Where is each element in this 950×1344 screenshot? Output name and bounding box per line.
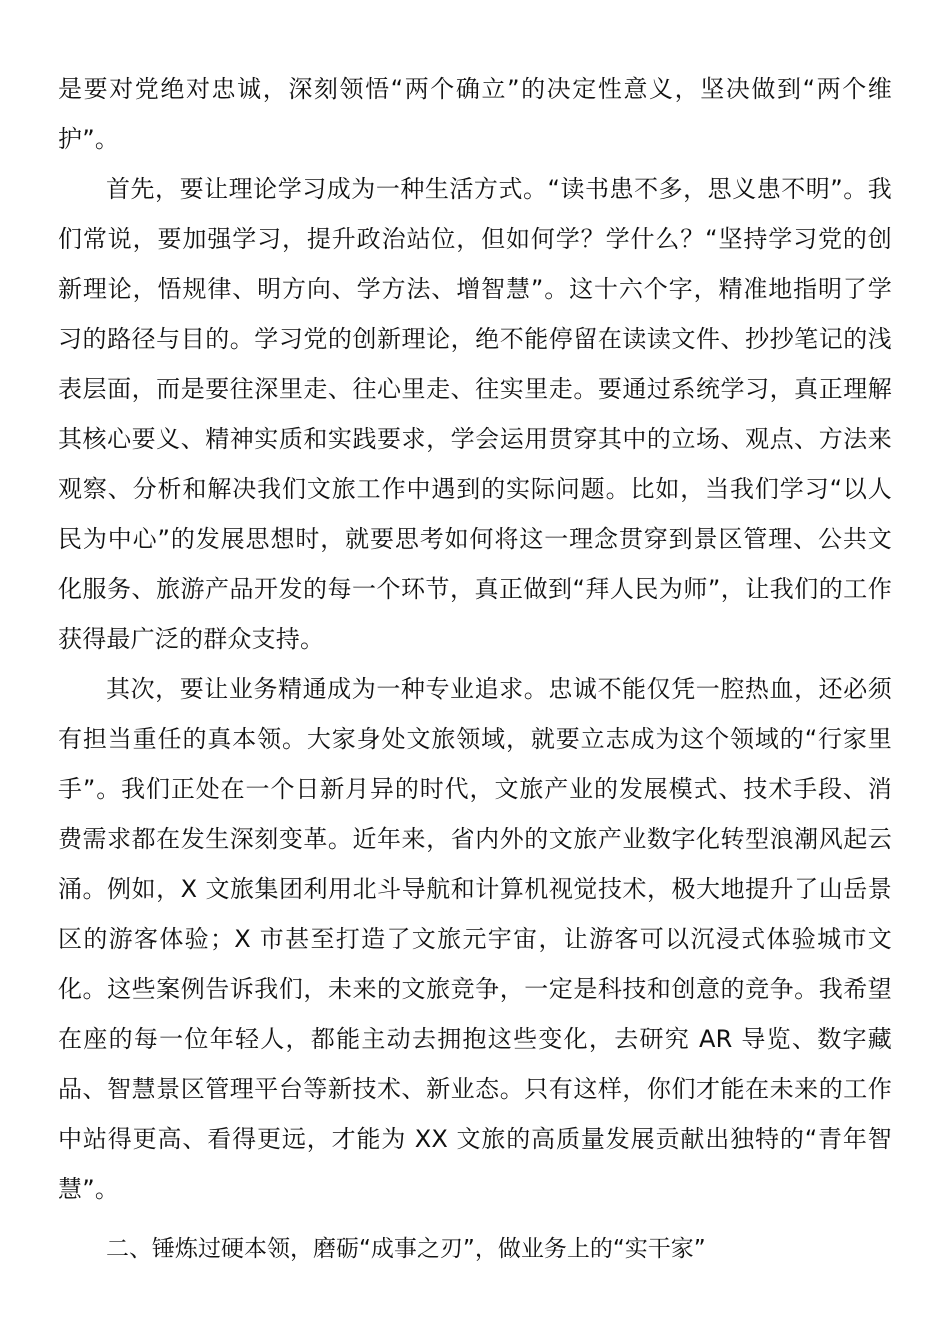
paragraph-theory-study: 首先，要让理论学习成为一种生活方式。“读书患不多，思义患不明”。我们常说，要加强学习，提升政治站位，但如何学？学什么？“坚持学习党的创新理论，悟规律、明方向、学方法、增智慧”。这十六个字，精准地指明了学习的路径与目的。学习党的创新理论，绝不能停留在读读文件、抄抄笔记的浅表层面，而是要往深里走、往心里走、往实里走。要通过系统学习，真正理解其核心要义、精神实质和实践要求，学会运用贯穿其中的立场、观点、方法来观察、分析和解决我们文旅工作中遇到的实际问题。比如，当我们学习“以人民为中心”的发展思想时，就要思考如何将这一理念贯穿到景区管理、公共文化服务、旅游产品开发的每一个环节，真正做到“拜人民为师”，让我们的工作获得最广泛的群众支持。 [58,175,892,653]
paragraph-professional-skill: 其次，要让业务精通成为一种专业追求。忠诚不能仅凭一腔热血，还必须有担当重任的真本领。大家身处文旅领域，就要立志成为这个领域的“行家里手”。我们正处在一个日新月异的时代，文旅产业的发展模式、技术手段、消费需求都在发生深刻变革。近年来，省内外的文旅产业数字化转型浪潮风起云涌。例如，X 文旅集团利用北斗导航和计算机视觉技术，极大地提升了山岳景区的游客体验；X 市甚至打造了文旅元宇宙，让游客可以沉浸式体验城市文化。这些案例告诉我们，未来的文旅竞争，一定是科技和创意的竞争。我希望在座的每一位年轻人，都能主动去拥抱这些变化，去研究 AR 导览、数字藏品、智慧景区管理平台等新技术、新业态。只有这样，你们才能在未来的工作中站得更高、看得更远，才能为 XX 文旅的高质量发展贡献出独特的“青年智慧”。 [58,675,892,1203]
section-heading: 二、锤炼过硬本领，磨砺“成事之刃”，做业务上的“实干家” [106,1236,706,1262]
document-page [58,64,892,1274]
paragraph-continuation: 是要对党绝对忠诚，深刻领悟“两个确立”的决定性意义，坚决做到“两个维护”。 [58,75,892,153]
